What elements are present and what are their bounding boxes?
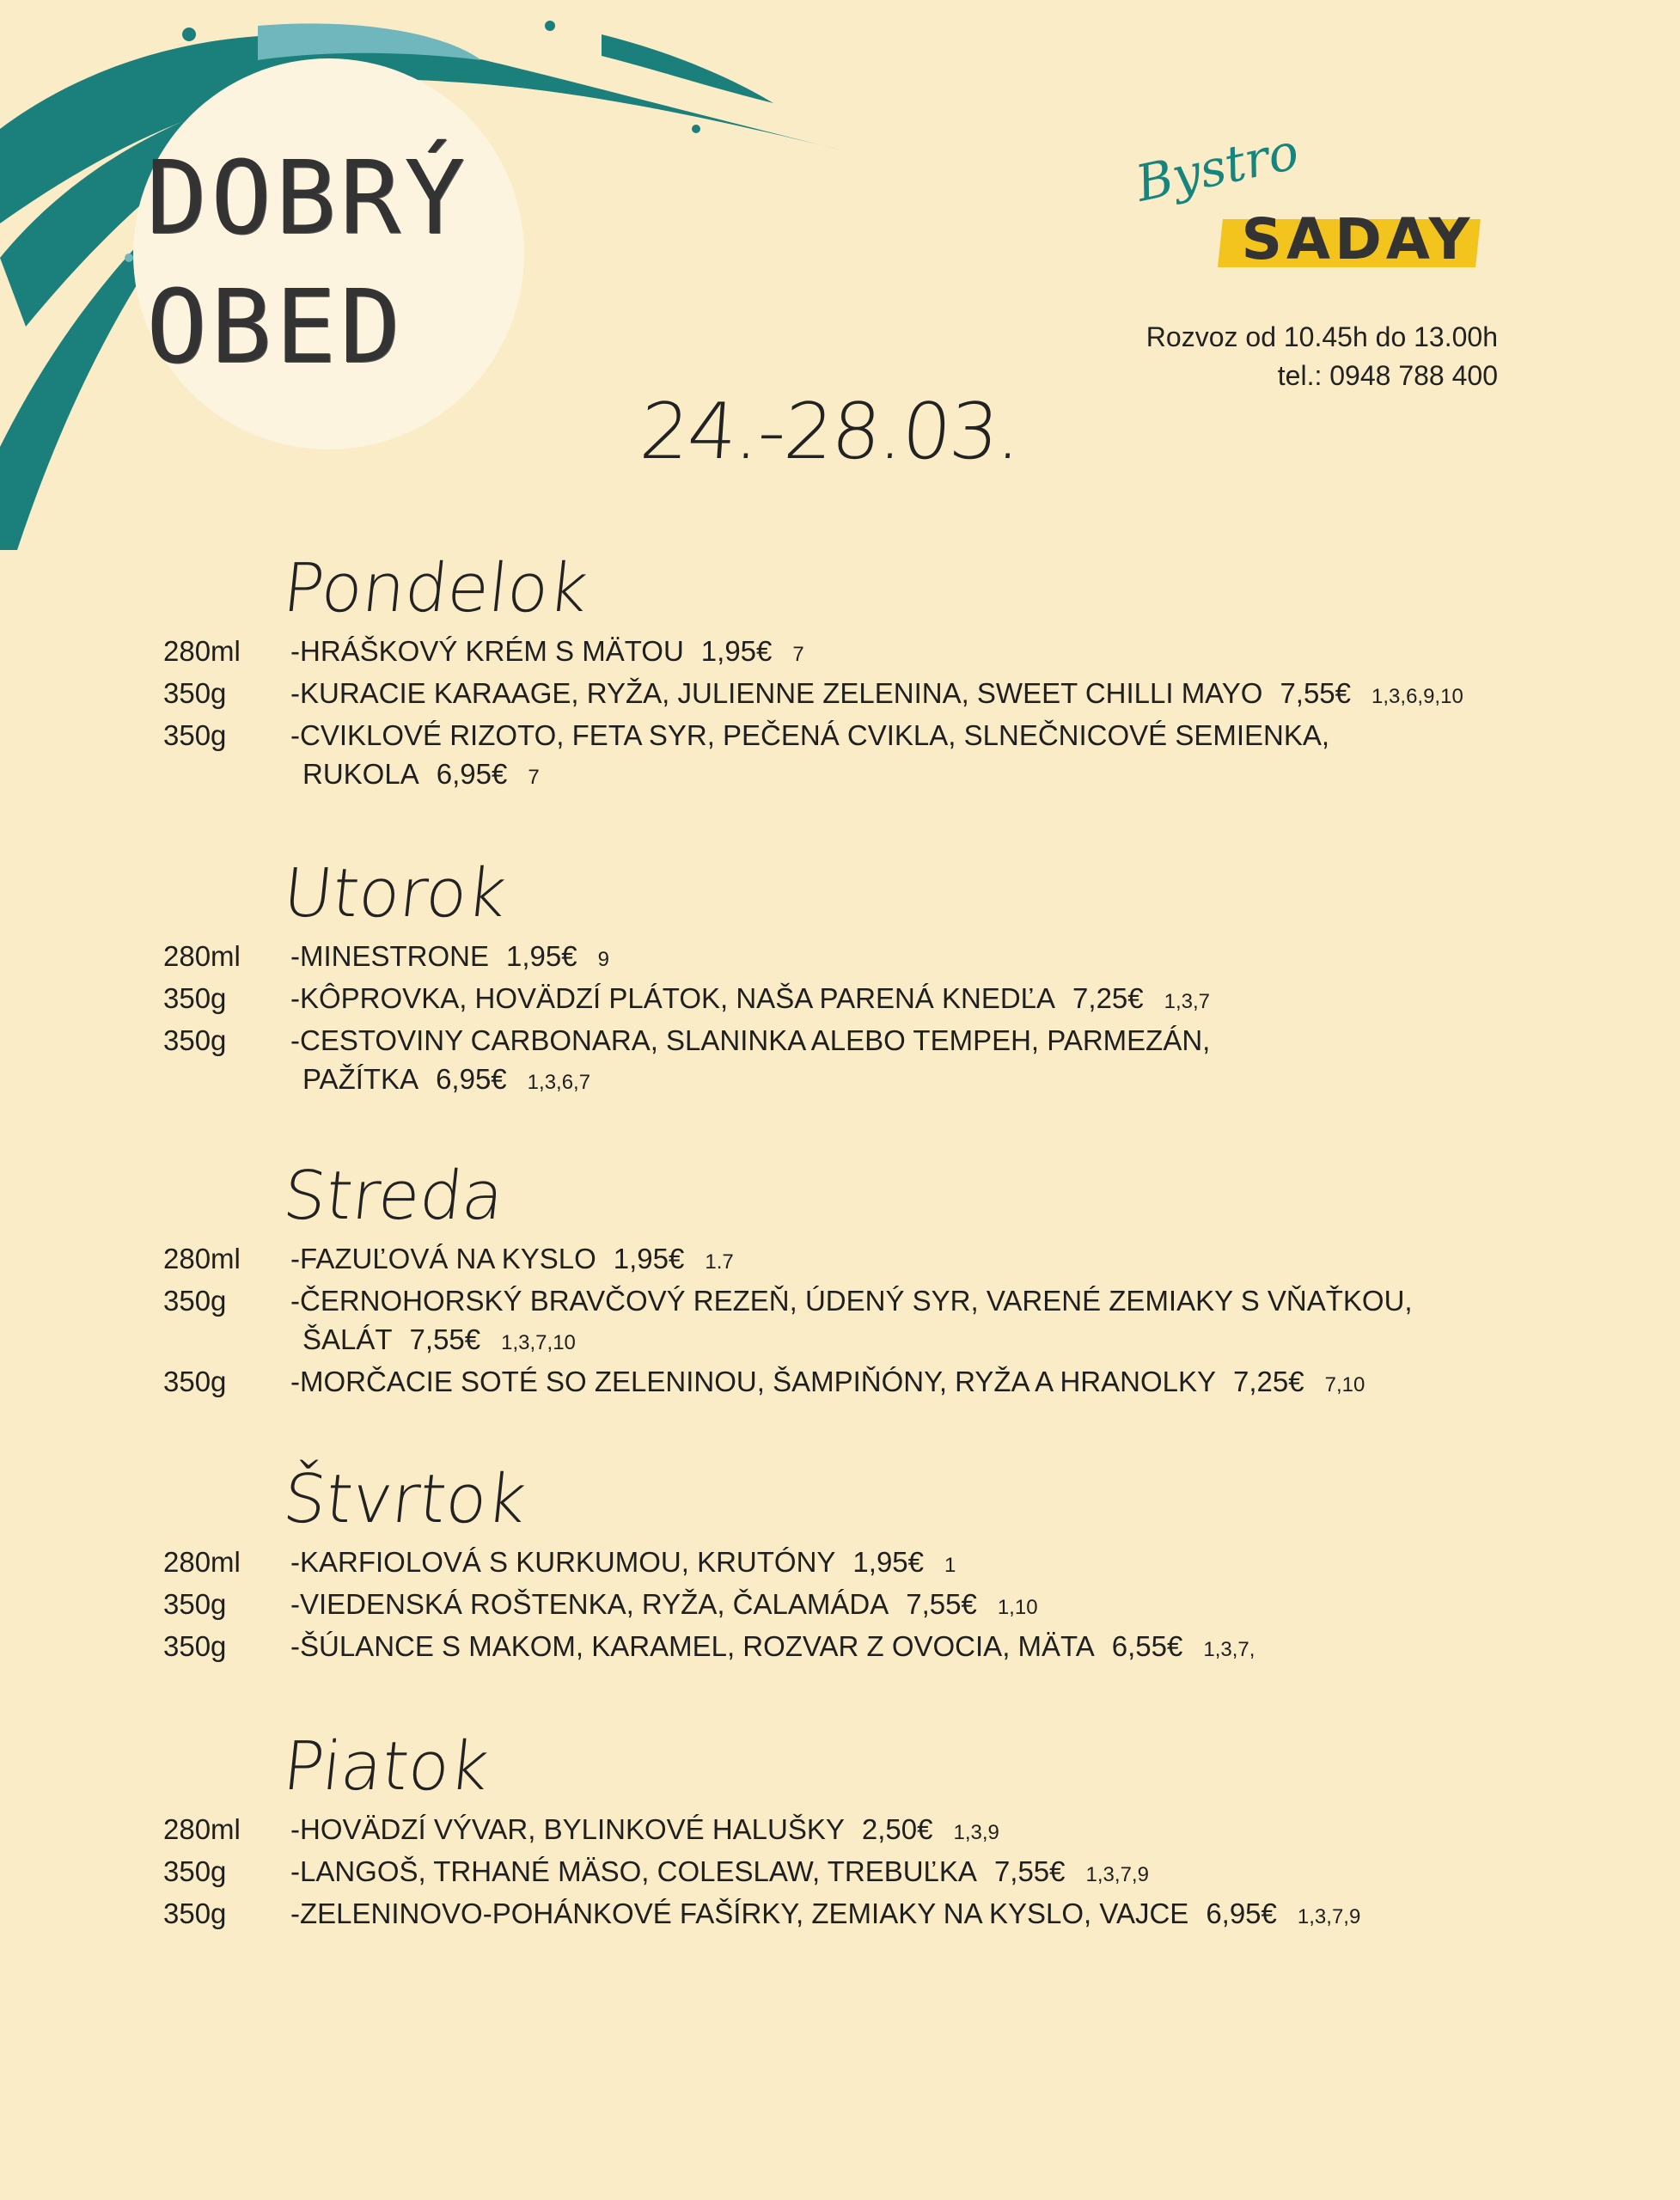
title-line-2: OBED <box>146 267 405 386</box>
item-quantity: 350g <box>163 1630 227 1662</box>
menu-item <box>163 1239 1581 1281</box>
item-price: 6,55€ <box>1111 1630 1183 1662</box>
item-price: 2,50€ <box>861 1813 933 1845</box>
menu-item <box>163 632 1581 674</box>
title-line-1: DOBRÝ <box>146 138 469 257</box>
menu-item <box>163 1585 1581 1627</box>
menu-item <box>163 1281 1581 1362</box>
item-allergens: 1,3,7, <box>1203 1638 1255 1661</box>
item-allergens: 1,3,9 <box>953 1821 999 1844</box>
item-allergens: 1,3,7,9 <box>1085 1863 1149 1886</box>
item-quantity: 350g <box>163 1855 227 1887</box>
item-name: -FAZUĽOVÁ NA KYSLO <box>290 1243 596 1274</box>
item-quantity: 350g <box>163 1898 227 1929</box>
menu-item <box>163 1810 1581 1852</box>
contact-info <box>1146 318 1498 395</box>
item-price: 7,55€ <box>409 1323 481 1355</box>
menu-item <box>163 674 1581 716</box>
item-price: 6,95€ <box>1206 1898 1277 1929</box>
menu-item <box>163 979 1581 1021</box>
item-quantity: 350g <box>163 719 227 751</box>
menu-item <box>163 1362 1581 1404</box>
menu-item <box>163 1021 1581 1102</box>
item-quantity: 280ml <box>163 635 241 667</box>
day-title: Pondelok <box>279 550 592 627</box>
item-name: -KÔPROVKA, HOVÄDZÍ PLÁTOK, NAŠA PARENÁ KNEDĽA <box>290 982 1056 1014</box>
item-name: -HOVÄDZÍ VÝVAR, BYLINKOVÉ HALUŠKY <box>290 1813 845 1845</box>
item-quantity: 350g <box>163 677 227 709</box>
item-quantity: 280ml <box>163 1546 241 1578</box>
item-name: -MORČACIE SOTÉ SO ZELENINOU, ŠAMPIŇÓNY, RYŽA A HRANOLKY <box>290 1366 1217 1397</box>
item-allergens: 9 <box>597 948 609 971</box>
item-quantity: 350g <box>163 1588 227 1620</box>
item-quantity: 280ml <box>163 1813 241 1845</box>
bistro-logo <box>1130 121 1504 292</box>
item-allergens: 7 <box>792 643 804 666</box>
day-section-utorok <box>163 851 1581 1102</box>
day-section-streda <box>163 1153 1581 1404</box>
item-price: 6,95€ <box>436 758 508 790</box>
item-price: 7,25€ <box>1233 1366 1304 1397</box>
day-title: Utorok <box>279 855 510 932</box>
item-name: -CESTOVINY CARBONARA, SLANINKA ALEBO TEMPEH, PARMEZÁN, <box>290 1024 1211 1056</box>
menu-item <box>163 1852 1581 1894</box>
menu-item <box>163 937 1581 979</box>
item-quantity: 350g <box>163 1285 227 1317</box>
day-title: Streda <box>279 1158 508 1235</box>
logo-script-text: Bystro <box>1130 121 1304 213</box>
day-title: Štvrtok <box>279 1461 530 1538</box>
item-quantity: 280ml <box>163 940 241 972</box>
item-name: -ČERNOHORSKÝ BRAVČOVÝ REZEŇ, ÚDENÝ SYR, VARENÉ ZEMIAKY S VŇAŤKOU, <box>290 1285 1413 1317</box>
phone-number: tel.: 0948 788 400 <box>1277 360 1498 391</box>
item-allergens: 1,3,7,9 <box>1297 1905 1361 1928</box>
item-name: -MINESTRONE <box>290 940 489 972</box>
item-price: 1,95€ <box>852 1546 925 1578</box>
menu-item <box>163 1543 1581 1585</box>
item-name: -CVIKLOVÉ RIZOTO, FETA SYR, PEČENÁ CVIKLA, SLNEČNICOVÉ SEMIENKA, <box>290 719 1330 751</box>
item-quantity: 280ml <box>163 1243 241 1274</box>
item-price: 1,95€ <box>613 1243 685 1274</box>
item-quantity: 350g <box>163 1366 227 1397</box>
item-price: 7,55€ <box>906 1588 977 1620</box>
delivery-hours: Rozvoz od 10.45h do 13.00h <box>1145 321 1498 352</box>
item-price: 6,95€ <box>436 1063 507 1095</box>
menu-item <box>163 1894 1581 1936</box>
item-price: 7,55€ <box>1280 677 1352 709</box>
day-section-piatok <box>163 1724 1581 1936</box>
item-allergens: 1,3,6,7 <box>527 1071 591 1094</box>
day-section-pondelok <box>163 546 1581 797</box>
item-allergens: 1,3,6,9,10 <box>1371 685 1463 708</box>
item-quantity: 350g <box>163 982 227 1014</box>
menu-item <box>163 1627 1581 1669</box>
item-name: -KURACIE KARAAGE, RYŽA, JULIENNE ZELENINA, SWEET CHILLI MAYO <box>290 677 1263 709</box>
item-price: 7,25€ <box>1072 982 1144 1014</box>
item-name: -LANGOŠ, TRHANÉ MÄSO, COLESLAW, TREBUĽKA <box>290 1855 977 1887</box>
item-price: 1,95€ <box>506 940 577 972</box>
item-name: -HRÁŠKOVÝ KRÉM S MÄTOU <box>290 635 684 667</box>
week-date: 24.-28.03. <box>637 387 1023 477</box>
item-allergens: 1 <box>944 1554 956 1577</box>
page-title <box>146 133 559 391</box>
item-name-continued: RUKOLA <box>302 758 419 790</box>
item-allergens: 7 <box>528 766 540 789</box>
item-name-continued: PAŽÍTKA <box>302 1063 419 1095</box>
item-quantity: 350g <box>163 1024 227 1056</box>
day-title: Piatok <box>279 1728 492 1806</box>
item-allergens: 1,3,7 <box>1164 990 1211 1013</box>
item-allergens: 1,3,7,10 <box>501 1331 576 1354</box>
item-name-continued: ŠALÁT <box>302 1323 393 1355</box>
item-allergens: 1.7 <box>705 1250 734 1274</box>
item-name: -VIEDENSKÁ ROŠTENKA, RYŽA, ČALAMÁDA <box>290 1588 889 1620</box>
logo-name: SADAY <box>1241 206 1475 272</box>
item-allergens: 7,10 <box>1324 1373 1365 1396</box>
item-price: 7,55€ <box>993 1855 1066 1887</box>
item-name: -KARFIOLOVÁ S KURKUMOU, KRUTÓNY <box>290 1546 836 1578</box>
item-name: -ŠÚLANCE S MAKOM, KARAMEL, ROZVAR Z OVOCIA, MÄTA <box>290 1630 1095 1662</box>
day-section-stvrtok <box>163 1457 1581 1669</box>
item-name: -ZELENINOVO-POHÁNKOVÉ FAŠÍRKY, ZEMIAKY NA KYSLO, VAJCE <box>290 1898 1189 1929</box>
menu-item <box>163 716 1581 797</box>
item-allergens: 1,10 <box>997 1596 1038 1619</box>
item-price: 1,95€ <box>700 635 773 667</box>
